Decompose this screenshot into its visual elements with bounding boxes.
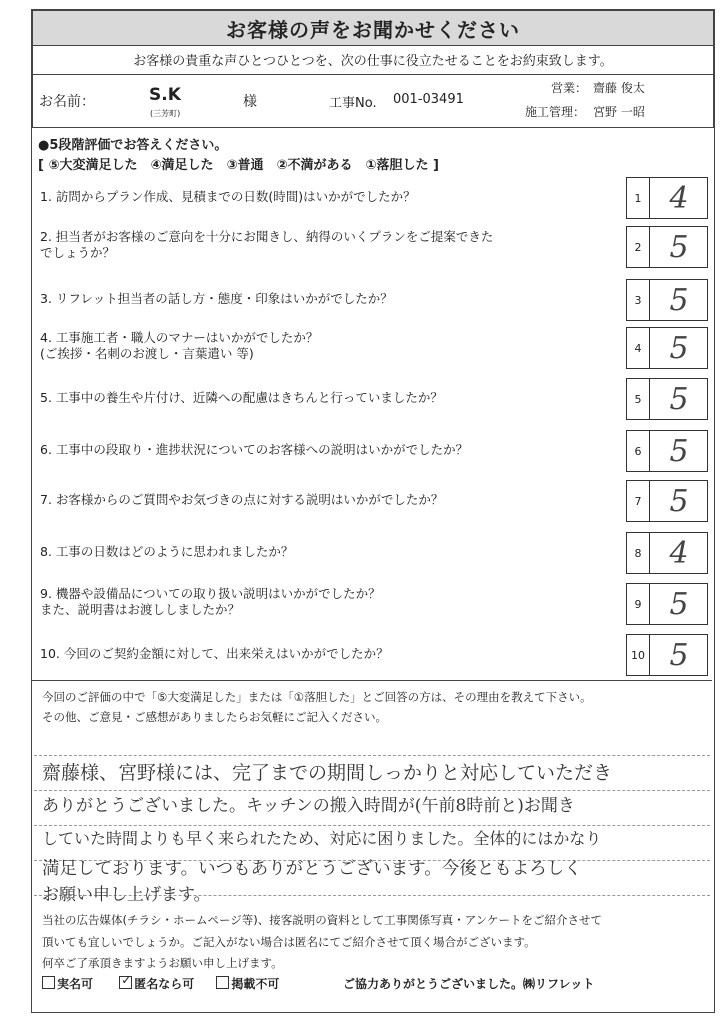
comment-prompt-1: 今回のご評価の中で「⑤大変満足した」または「①落胆した」とご回答の方は、その理由を教えて下さい。: [42, 690, 592, 704]
consent-real-name[interactable]: 実名可: [42, 977, 93, 991]
scale-heading: ●5段階評価でお答えください。: [38, 138, 228, 153]
sales-value: 齋藤 俊太: [593, 81, 645, 95]
checked-checkbox-icon[interactable]: ✓: [121, 973, 132, 987]
comment-line: していた時間よりも早く来られたため、対応に困りました。全体的にはかなり: [42, 829, 602, 848]
answer-value: 4: [669, 180, 689, 216]
answer-value: 5: [669, 433, 689, 469]
answer-value: 5: [669, 229, 689, 265]
answer-value: 5: [669, 381, 689, 417]
form-title: [32, 10, 714, 46]
question-number: 8: [627, 533, 650, 573]
job-no-label: 工事No.: [329, 96, 377, 111]
question-text: 7. お客様からのご質問やお気づきの点に対する説明はいかがでしたか？: [40, 492, 444, 507]
answer-box[interactable]: [626, 177, 708, 219]
answer-box[interactable]: [626, 532, 708, 574]
sales-label: 営業：: [551, 81, 588, 95]
comment-line: お願い申し上げます。: [42, 885, 211, 905]
answer-value: 5: [669, 586, 689, 622]
checkbox-icon[interactable]: [216, 976, 229, 989]
form-subtitle-text: お客様の貴重な声ひとつひとつを、次の仕事に役立たせることをお約束致します。: [133, 53, 613, 69]
question-text: 10. 今回のご契約金額に対して、出来栄えはいかがでしたか？: [40, 646, 389, 661]
job-no-value: 001-03491: [393, 92, 464, 107]
question-text: 8. 工事の日数はどのように思われましたか？: [40, 544, 294, 559]
question-text: 3. リフレット担当者の話し方・態度・印象はいかがでしたか？: [40, 291, 393, 306]
answer-box[interactable]: [626, 327, 708, 369]
answer-value: 5: [669, 637, 689, 673]
name-value: S.K: [149, 85, 181, 105]
manager-label: 施工管理：: [525, 105, 586, 119]
section-divider: [32, 680, 712, 681]
name-note: (三芳町): [150, 109, 181, 118]
honorific: 様: [243, 94, 257, 110]
answer-value: 5: [669, 483, 689, 519]
footer-line-2: 頂いても宜しいでしょうか。ご記入がない場合は匿名にてご紹介させて頂く場合がございます。: [42, 935, 536, 949]
answer-box[interactable]: [626, 430, 708, 472]
question-number: 9: [627, 584, 650, 624]
consent-options: [42, 975, 279, 992]
question-text: 4. 工事施工者・職人のマナーはいかがでしたか？ (ご挨拶・名刺のお渡し・言葉遣い 等): [40, 330, 319, 361]
answer-box[interactable]: [626, 480, 708, 522]
answer-box[interactable]: [626, 583, 708, 625]
answer-box[interactable]: [626, 378, 708, 420]
question-text: 6. 工事中の段取り・進捗状況についてのお客様への説明はいかがでしたか？: [40, 442, 469, 457]
form-subtitle: [32, 44, 714, 75]
question-number: 10: [627, 635, 650, 675]
consent-anonymous[interactable]: ✓ 匿名なら可: [121, 973, 195, 991]
answer-box[interactable]: [626, 279, 708, 321]
scale-options: [ ⑤大変満足した ④満足した ③普通 ②不満がある ①落胆した ]: [38, 158, 439, 173]
question-number: 6: [627, 431, 650, 471]
answer-value: 5: [669, 330, 689, 366]
question-text: 9. 機器や設備品についての取り扱い説明はいかがでしたか？ また、説明書はお渡ししましたか？: [40, 586, 381, 617]
question-text: 1. 訪問からプラン作成、見積までの日数(時間)はいかがでしたか？: [40, 189, 416, 204]
answer-value: 4: [669, 535, 689, 571]
comment-prompt-2: その他、ご意見・ご感想がありましたらお気軽にご記入ください。: [42, 710, 387, 724]
name-label: お名前：: [39, 94, 95, 110]
question-number: 7: [627, 481, 650, 521]
question-text: 2. 担当者がお客様のご意向を十分にお聞きし、納得のいくプランをご提案できた でしょうか？: [40, 229, 494, 260]
question-text: 5. 工事中の養生や片付け、近隣への配慮はきちんと行っていましたか？: [40, 390, 443, 405]
thanks-text: ご協力ありがとうございました。㈱リフレット: [343, 977, 595, 991]
comment-line: ありがとうございました。キッチンの搬入時間が(午前8時前と)お聞き: [42, 796, 575, 816]
comment-rule: [34, 755, 710, 756]
form-title-text: お客様の声をお聞かせください: [226, 17, 520, 42]
question-number: 1: [627, 178, 650, 218]
question-number: 2: [627, 227, 650, 267]
question-number: 4: [627, 328, 650, 368]
consent-no-publish[interactable]: 掲載不可: [216, 977, 279, 991]
footer-line-1: 当社の広告媒体(チラシ・ホームページ等)、接客説明の資料として工事関係写真・アンケートをご紹介させて: [42, 913, 603, 927]
answer-value: 5: [669, 282, 689, 318]
footer-line-3: 何卒ご了承頂きますようお願い申し上げます。: [42, 956, 283, 970]
comment-line: 齋藤様、宮野様には、完了までの期間しっかりと対応していただき: [42, 762, 613, 784]
answer-box[interactable]: [626, 634, 708, 676]
comment-line: 満足しております。いつもありがとうございます。今後ともよろしく: [42, 859, 582, 879]
question-number: 5: [627, 379, 650, 419]
question-number: 3: [627, 280, 650, 320]
checkbox-icon[interactable]: [42, 976, 55, 989]
manager-value: 宮野 一昭: [593, 105, 645, 119]
customer-info-row: [32, 75, 714, 128]
answer-box[interactable]: [626, 226, 708, 268]
